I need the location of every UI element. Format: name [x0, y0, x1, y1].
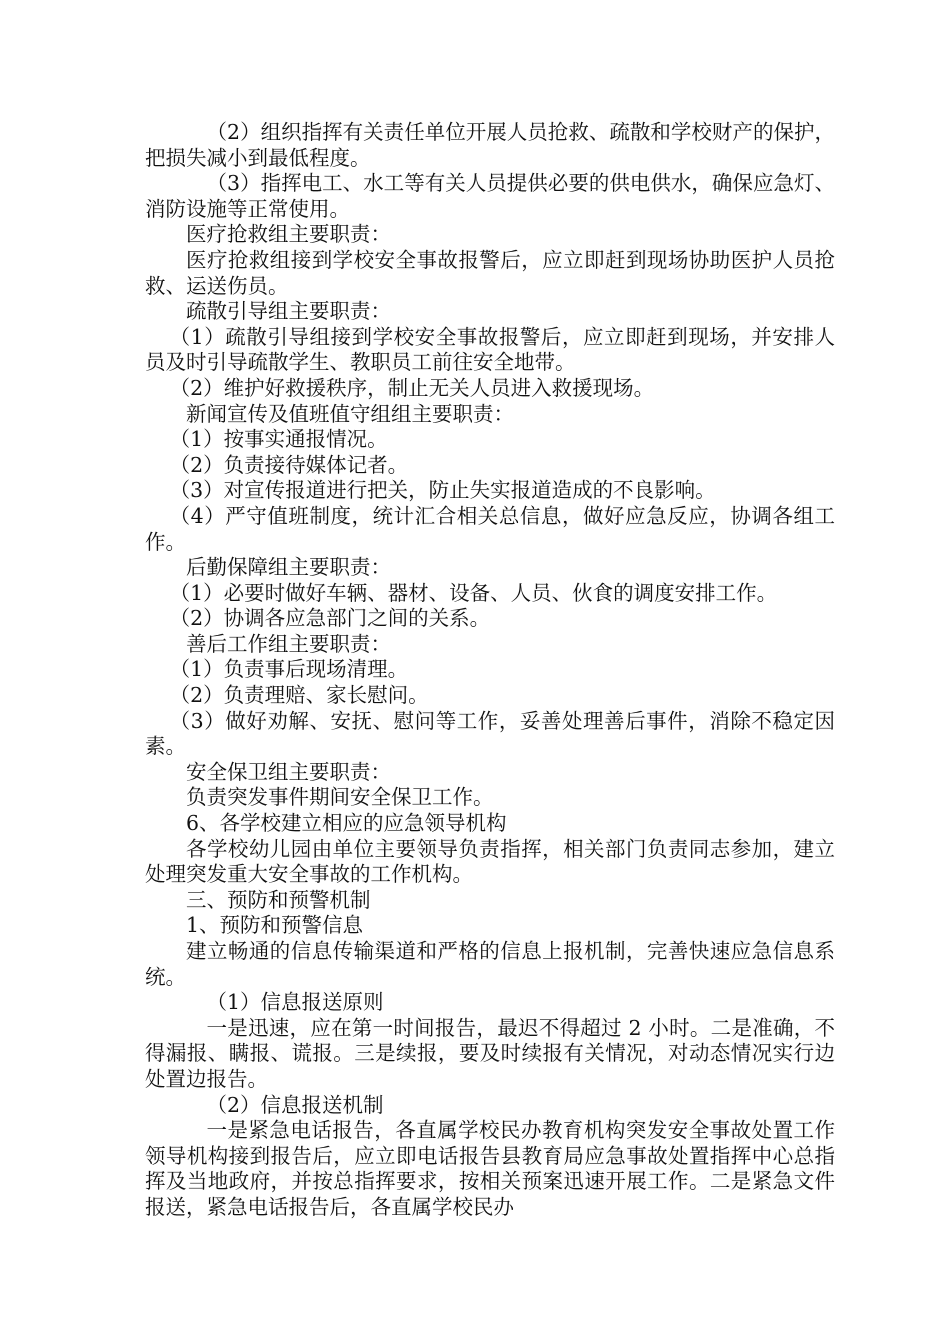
paragraph: （1）负责事后现场清理。 — [169, 657, 409, 682]
paragraph: （2）维护好救援秩序，制止无关人员进入救援现场。 — [169, 375, 655, 400]
paragraph: （2）协调各应急部门之间的关系。 — [169, 606, 491, 631]
paragraph: （2）负责理赔、家长慰问。 — [169, 683, 429, 708]
paragraph: 各学校幼儿园由单位主要领导负责指挥，相关部门负责同志参加，建立处理突发重大安全事故的工作机构。 — [145, 836, 835, 887]
section-heading: 三、预防和预警机制 — [186, 887, 371, 912]
paragraph: （1）必要时做好车辆、器材、设备、人员、伙食的调度安排工作。 — [169, 580, 778, 605]
section-heading: （1）信息报送原则 — [206, 990, 384, 1015]
section-heading: 安全保卫组主要职责： — [186, 759, 391, 784]
paragraph: 一是紧急电话报告，各直属学校民办教育机构突发安全事故处置工作领导机构接到报告后，应立即电话报告县教育局应急事故处置指挥中心总指挥及当地政府，并按总指挥要求，按相关预案迅速开展工作。二是紧急文件报送，紧急电话报告后，各直属学校民办 — [145, 1118, 835, 1219]
section-heading: （2）信息报送机制 — [206, 1092, 384, 1117]
section-heading: 疏散引导组主要职责： — [186, 299, 391, 324]
paragraph: 一是迅速，应在第一时间报告，最迟不得超过 2 小时。二是准确，不得漏报、瞒报、谎报。三是续报，要及时续报有关情况，对动态情况实行边处置边报告。 — [145, 1015, 835, 1091]
paragraph: （1）疏散引导组接到学校安全事故报警后，应立即赶到现场，并安排人员及时引导疏散学生、教职员工前往安全地带。 — [145, 324, 835, 375]
section-heading: 6、各学校建立相应的应急领导机构 — [186, 811, 507, 836]
paragraph: （3）对宣传报道进行把关，防止失实报道造成的不良影响。 — [169, 478, 716, 503]
paragraph: （1）按事实通报情况。 — [169, 427, 388, 452]
document-body — [145, 120, 835, 1221]
paragraph: （2）组织指挥有关责任单位开展人员抢救、疏散和学校财产的保护，把损失减小到最低程度。 — [145, 120, 835, 170]
paragraph: （4）严守值班制度，统计汇合相关总信息，做好应急反应，协调各组工作。 — [145, 503, 835, 554]
paragraph: 医疗抢救组接到学校安全事故报警后，应立即赶到现场协助医护人员抢救、运送伤员。 — [145, 247, 835, 298]
section-heading: 善后工作组主要职责： — [186, 631, 391, 656]
section-heading: 医疗抢救组主要职责： — [186, 222, 391, 247]
paragraph: （3）做好劝解、安抚、慰问等工作，妥善处理善后事件，消除不稳定因素。 — [145, 708, 835, 759]
section-heading: 后勤保障组主要职责： — [186, 555, 391, 580]
paragraph: 负责突发事件期间安全保卫工作。 — [186, 785, 494, 810]
paragraph: （2）负责接待媒体记者。 — [169, 452, 409, 477]
section-heading: 1、预防和预警信息 — [186, 913, 364, 938]
paragraph: 建立畅通的信息传输渠道和严格的信息上报机制，完善快速应急信息系统。 — [145, 939, 835, 989]
section-heading: 新闻宣传及值班值守组组主要职责： — [186, 401, 514, 426]
paragraph: （3）指挥电工、水工等有关人员提供必要的供电供水，确保应急灯、消防设施等正常使用。 — [145, 171, 835, 221]
